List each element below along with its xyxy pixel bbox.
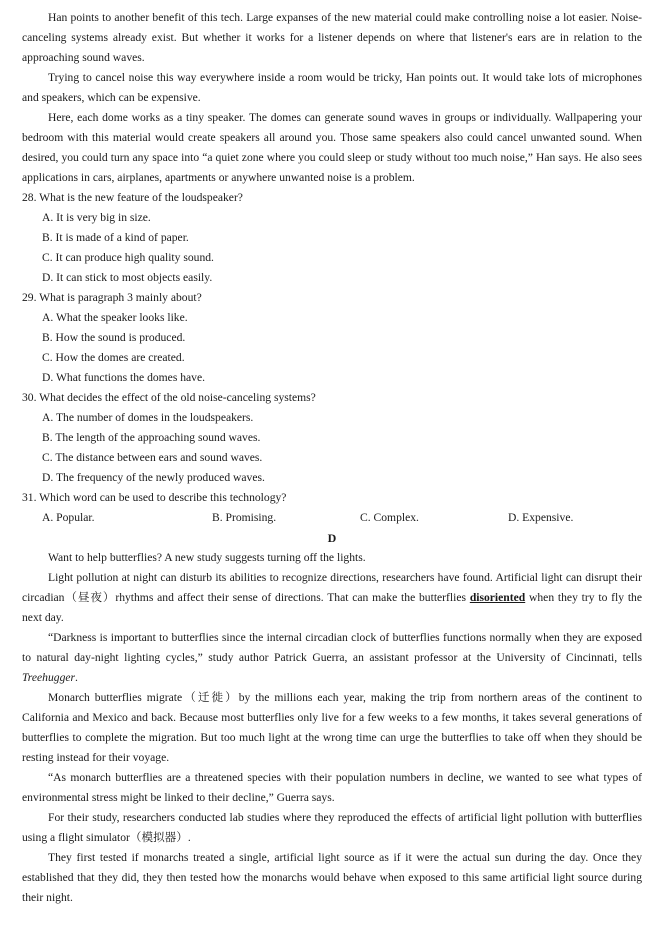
options-row bbox=[22, 508, 642, 528]
question-stem: 30. What decides the effect of the old noise-canceling systems? bbox=[22, 391, 316, 404]
paragraph-text: . bbox=[75, 671, 78, 684]
option-a: A. The number of domes in the loudspeakers. bbox=[42, 411, 254, 424]
question-stem: 31. Which word can be used to describe this technology? bbox=[22, 491, 287, 504]
passage-d-paragraph-4: Monarch butterflies migrate（迁徙）by the millions each year, making the trip from northern areas of the continent to California and Mexico and back. Because most butterflies only live for a few weeks to a few months, it takes several generations of butterflies to complete the migration. But too much light at the wrong time can urge the butterflies to take off when they should be resting instead for their voyage. bbox=[22, 691, 642, 764]
question-stem: 28. What is the new feature of the loudspeaker? bbox=[22, 191, 243, 204]
option-b: B. How the sound is produced. bbox=[42, 331, 186, 344]
option-b: B. Promising. bbox=[212, 511, 277, 524]
option-a: A. It is very big in size. bbox=[42, 211, 151, 224]
option-d: D. The frequency of the newly produced waves. bbox=[42, 471, 265, 484]
option-d: D. What functions the domes have. bbox=[42, 371, 206, 384]
question-28 bbox=[22, 188, 642, 288]
option-b: B. The length of the approaching sound waves. bbox=[42, 431, 261, 444]
section-d-heading: D bbox=[327, 531, 337, 545]
passage-c-paragraph-3: Here, each dome works as a tiny speaker. The domes can generate sound waves in groups or individually. Wallpapering your bedroom with this material would create speakers all around you. Those same speakers also could cancel unwanted sound. When desired, you could turn any space into “a quiet zone where you could sleep or study without too much noise,” Han says. He also sees applications in cars, airplanes, apartments or anywhere unwanted noise is a problem. bbox=[22, 111, 642, 184]
passage-d-paragraph-3 bbox=[22, 628, 642, 688]
passage-d-paragraph-7: They first tested if monarchs treated a single, artificial light source as if it were the actual sun during the day. Once they established that they did, they then tested how the monarchs would behave when exposed to this same artificial light source during their night. bbox=[22, 851, 642, 904]
paragraph-text: “Darkness is important to butterflies since the internal circadian clock of butterflies functions normally when they are exposed to natural day-night lighting cycles,” study author Patrick Guerra, an assistant professor at the University of Cincinnati, tells bbox=[22, 631, 642, 664]
passage-d-paragraph-5: “As monarch butterflies are a threatened species with their population numbers in decline, we wanted to see what types of environmental stress might be linked to their decline,” Guerra says. bbox=[22, 771, 642, 804]
option-c: C. Complex. bbox=[360, 511, 419, 524]
question-30 bbox=[22, 388, 642, 488]
option-d: D. It can stick to most objects easily. bbox=[42, 271, 213, 284]
option-c: C. It can produce high quality sound. bbox=[42, 251, 214, 264]
passage-c-paragraph-2: Trying to cancel noise this way everywhere inside a room would be tricky, Han points out. It would take lots of microphones and speakers, which can be expensive. bbox=[22, 71, 642, 104]
passage-d-paragraph-6: For their study, researchers conducted lab studies where they reproduced the effects of artificial light pollution with butterflies using a flight simulator（模拟器）. bbox=[22, 811, 642, 844]
paragraph-text: when they try to fly the next day. bbox=[22, 591, 642, 624]
paragraph-text: Light pollution at night can disturb its abilities to recognize directions, researchers have found. Artificial light can disrupt their circadian（昼夜）rhythms and affect their sense of directions. That can make the butterflies bbox=[22, 571, 642, 604]
passage-d-paragraph-1: Want to help butterflies? A new study suggests turning off the lights. bbox=[48, 551, 366, 564]
question-29 bbox=[22, 288, 642, 388]
publication-name: Treehugger bbox=[22, 671, 76, 684]
option-d: D. Expensive. bbox=[508, 511, 574, 524]
passage-d-paragraph-2 bbox=[22, 568, 642, 628]
option-c: C. How the domes are created. bbox=[42, 351, 185, 364]
option-c: C. The distance between ears and sound waves. bbox=[42, 451, 263, 464]
question-31 bbox=[22, 488, 642, 528]
option-a: A. What the speaker looks like. bbox=[42, 311, 188, 324]
option-a: A. Popular. bbox=[42, 511, 95, 524]
option-b: B. It is made of a kind of paper. bbox=[42, 231, 189, 244]
passage-c-paragraph-1: Han points to another benefit of this tech. Large expanses of the new material could make controlling noise a lot easier. Noise-canceling systems already exist. But whether it works for a listener depends on where that listener's ears are in relation to the approaching sound waves. bbox=[22, 11, 642, 64]
underlined-word: disoriented bbox=[469, 591, 526, 604]
question-stem: 29. What is paragraph 3 mainly about? bbox=[22, 291, 202, 304]
